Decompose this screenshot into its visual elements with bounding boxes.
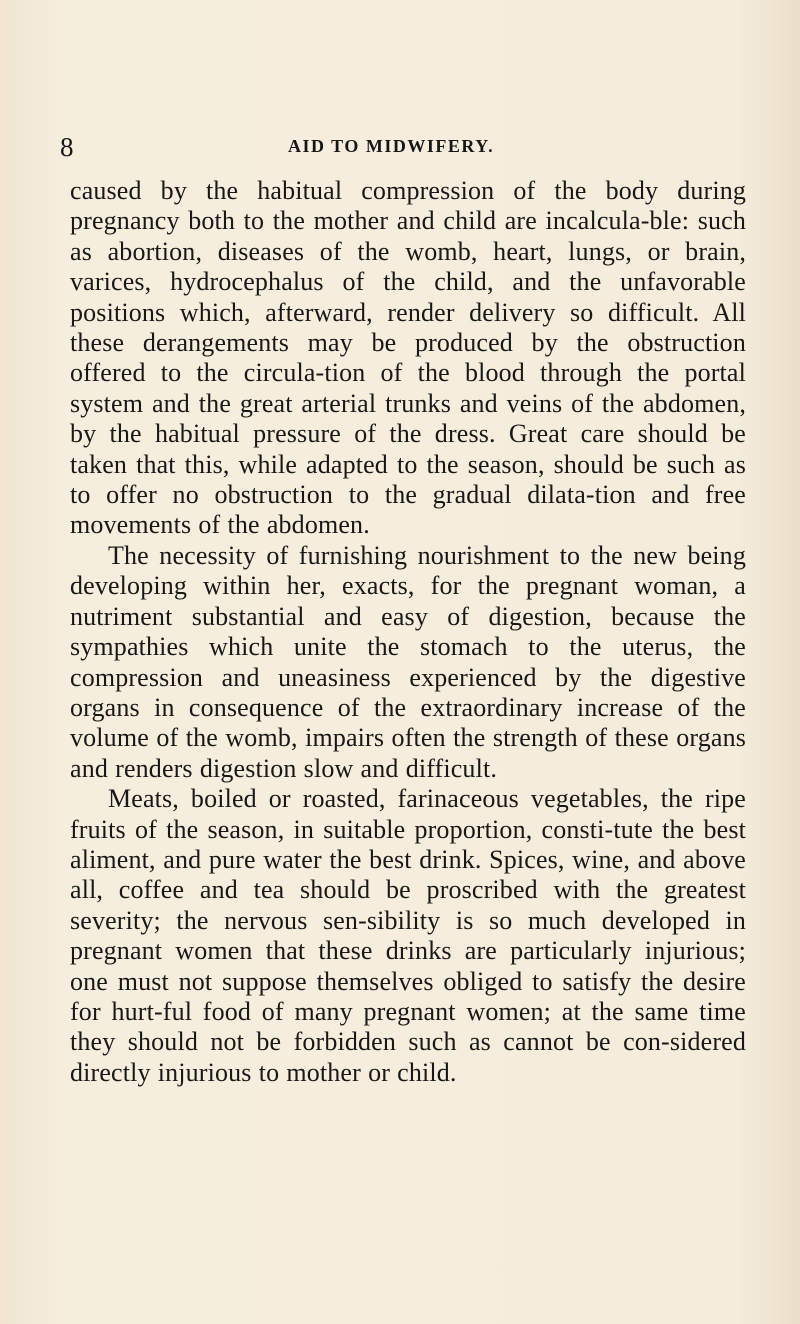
page-number: 8 [60, 132, 74, 162]
paragraph-2: The necessity of furnishing nourishment to the new being developing within her, exacts, for the pregnant woman, a nutriment substantial and easy of digestion, because the sympathies which unite the stomach to the uterus, the compression and uneasiness experienced by the digestive organs in consequence of the extraordinary increase of the volume of the womb, impairs often the strength of these organs and renders digestion slow and difficult. [70, 540, 746, 783]
paragraph-3: Meats, boiled or roasted, farinaceous vegetables, the ripe fruits of the season, in suitable proportion, consti-tute the best aliment, and pure water the best drink. Spices, wine, and above all, coffee and tea should be proscribed with the greatest severity; the nervous sen-sibility is so much developed in pregnant women that these drinks are particularly injurious; one must not suppose themselves obliged to satisfy the desire for hurt-ful food of many pregnant women; at the same time they should not be forbidden such as cannot be con-sidered directly injurious to mother or child. [70, 784, 746, 1087]
paragraph-1: caused by the habitual compression of the body during pregnancy both to the mother and child are incalcula-ble: such as abortion, diseases of the womb, heart, lungs, or brain, varices, hydrocephalus of the child, and the unfavorable positions which, afterward, render delivery so difficult. All these derangements may be produced by the obstruction offered to the circula-tion of the blood through the portal system and the great arterial trunks and veins of the abdomen, by the habitual pressure of the dress. Great care should be taken that this, while adapted to the season, should be such as to offer no obstruction to the gradual dilata-tion and free movements of the abdomen. [70, 176, 746, 540]
body-text [70, 176, 746, 1088]
running-head: AID TO MIDWIFERY. [288, 136, 495, 156]
page-header [60, 132, 760, 162]
